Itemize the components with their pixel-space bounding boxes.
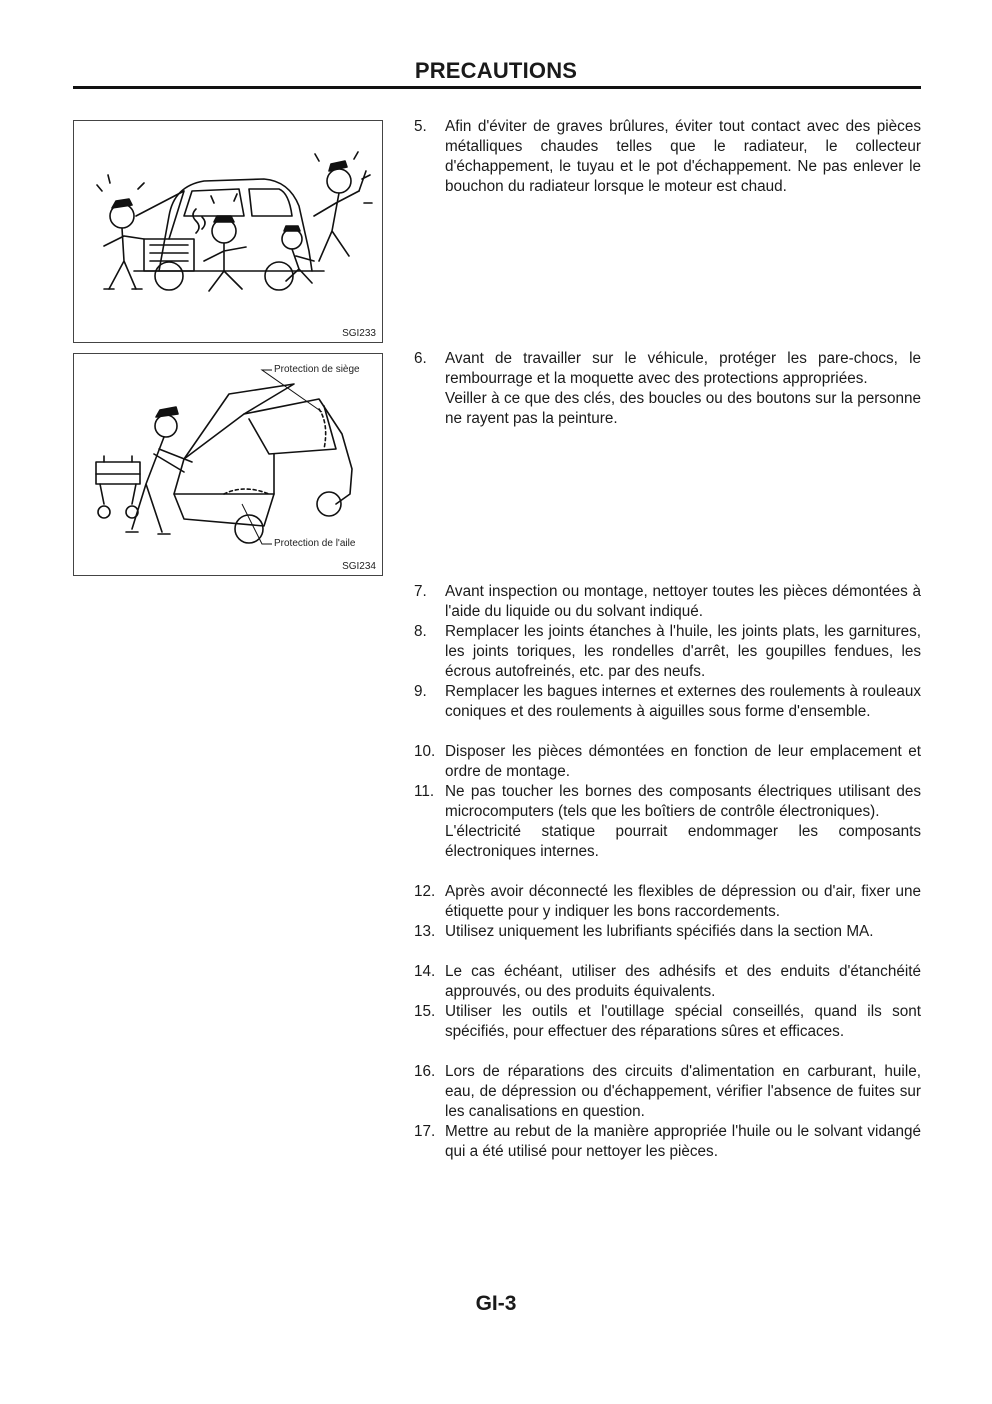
item-body [445,117,921,197]
item-text: Ne pas toucher les bornes des composants électriques utilisant des microcomputers (tels que les boîtiers de contrôle électroniques). [445,783,921,820]
item-number: 8. [414,623,427,640]
figure-sgi233 [73,120,383,343]
item-text: Le cas échéant, utiliser des adhésifs et des enduits d'étanchéité approuvés, ou des produits équivalents. [445,963,921,1000]
list-item [414,962,921,1002]
item-text: Mettre au rebut de la manière appropriée l'huile ou le solvant vidangé qui a été utilisé pour nettoyer les pièces. [445,1123,921,1160]
item-text: Remplacer les bagues internes et externes des roulements à rouleaux coniques et des roulements à aiguilles sous forme d'ensemble. [445,683,921,720]
item-text: L'électricité statique pourrait endommager les composants électroniques internes. [445,823,921,860]
item-body [445,1062,921,1122]
item-text: Remplacer les joints étanches à l'huile, les joints plats, les garnitures, les joints toriques, les rondelles d'arrêt, les goupilles fendues, les écrous autofreinés, etc. par des neufs. [445,623,921,680]
item-text: Afin d'éviter de graves brûlures, éviter tout contact avec des pièces métalliques chaudes telles que le radiateur, le collecteur d'échappement, le tuyau et le pot d'échappement. Ne pas enlever le bouchon du radiateur lorsque le moteur est chaud. [445,118,921,195]
item-number: 14. [414,963,436,980]
item-text: Lors de réparations des circuits d'alimentation en carburant, huile, eau, de dépression ou d'échappement, vérifier l'absence de fuites sur les canalisations en question. [445,1063,921,1120]
figure-code: SGI233 [342,328,376,339]
item-number: 11. [414,783,435,800]
list-item [414,582,921,622]
item-number: 10. [414,743,436,760]
item-body [445,622,921,682]
item-number: 13. [414,923,436,940]
list-item [414,882,921,922]
item-number: 17. [414,1123,436,1140]
title-rule [73,86,921,89]
item-body [445,742,921,782]
item-number: 6. [414,350,427,367]
list-item [414,922,921,942]
item-body [445,349,921,429]
list-item [414,782,921,862]
list-item [414,349,921,429]
item-text: Utiliser les outils et l'outillage spécial conseillés, quand ils sont spécifiés, pour effectuer des réparations sûres et efficaces. [445,1003,921,1040]
item-text: Avant inspection ou montage, nettoyer toutes les pièces démontées à l'aide du liquide ou du solvant indiqué. [445,583,921,620]
item-body [445,782,921,862]
list-item [414,117,921,197]
item-number: 16. [414,1063,436,1080]
item-number: 12. [414,883,436,900]
list-item [414,682,921,722]
figure-sgi234 [73,353,383,576]
item-body [445,1002,921,1042]
callout-seat-protection: Protection de siège [274,364,360,375]
item-number: 15. [414,1003,436,1020]
item-body [445,582,921,622]
item-number: 9. [414,683,427,700]
item-text: Veiller à ce que des clés, des boucles ou des boutons sur la personne ne rayent pas la peinture. [445,390,921,427]
list-item [414,1122,921,1162]
list-item [414,1002,921,1042]
item-body [445,682,921,722]
item-text: Avant de travailler sur le véhicule, protéger les pare-chocs, le rembourrage et la moquette avec des protections appropriées. [445,350,921,387]
list-item [414,1062,921,1122]
item-body [445,962,921,1002]
item-text: Utilisez uniquement les lubrifiants spécifiés dans la section MA. [445,923,874,940]
item-body [445,1122,921,1162]
item-number: 5. [414,118,427,135]
page-title: PRECAUTIONS [414,58,578,83]
item-text: Disposer les pièces démontées en fonction de leur emplacement et ordre de montage. [445,743,921,780]
item-body [445,882,921,922]
callout-fender-protection: Protection de l'aile [274,538,356,549]
burn-hazard-illustration [74,121,382,342]
list-item [414,742,921,782]
page-number: GI-3 [475,1292,517,1315]
item-body [445,922,921,942]
list-item [414,622,921,682]
item-text: Après avoir déconnecté les flexibles de dépression ou d'air, fixer une étiquette pour y indiquer les bons raccordements. [445,883,921,920]
figure-code: SGI234 [342,561,376,572]
item-number: 7. [414,583,427,600]
